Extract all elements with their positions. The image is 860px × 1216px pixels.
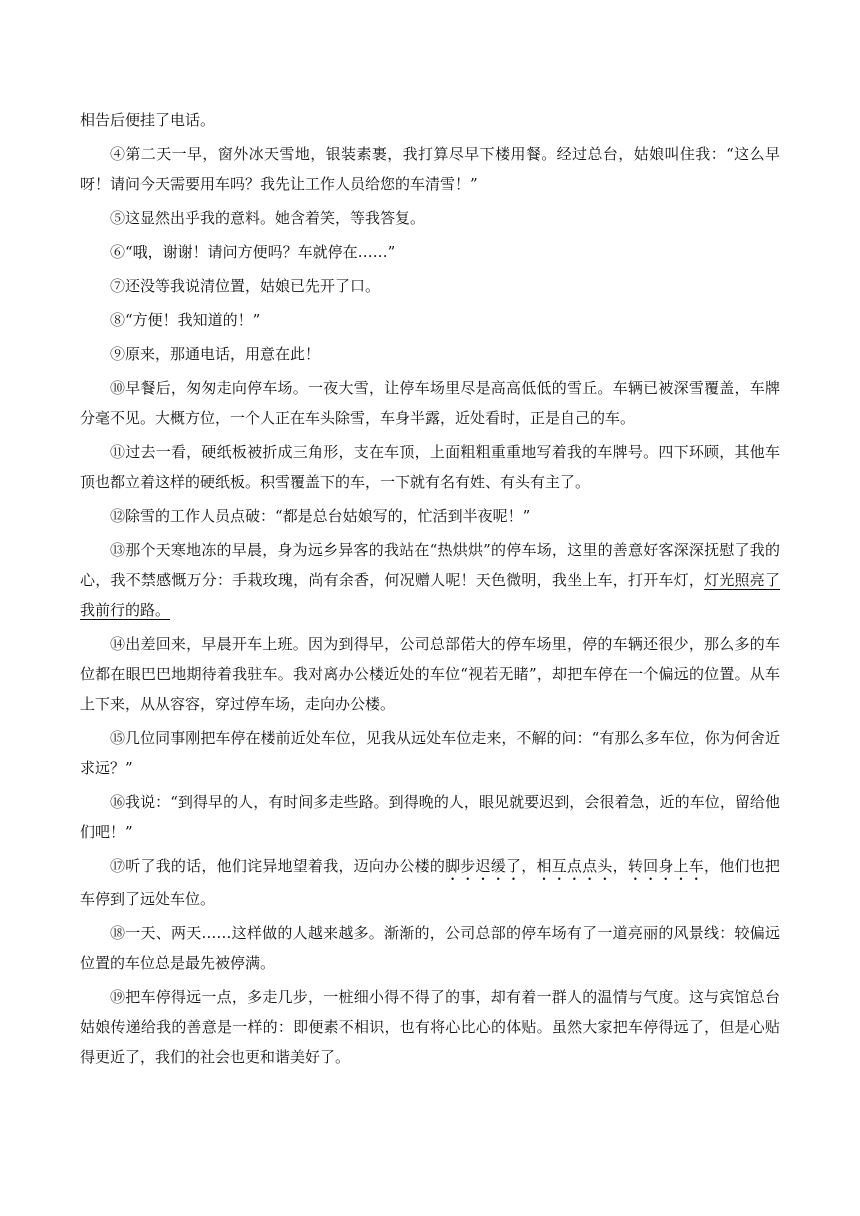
comma-1: ， xyxy=(521,857,537,875)
paragraph-6: ⑥“哦，谢谢！请问方便吗？车就停在……” xyxy=(110,243,396,261)
paragraph-15: ⑮几位同事刚把车停在楼前近处车位，见我从远处车位走来，不解的问：“有那么多车位，你为何舍近求远？” xyxy=(80,729,780,777)
paragraph-17-text: ⑰听了我的话，他们诧异地望着我，迈向办公楼的 xyxy=(110,857,446,875)
paragraph-0: 相告后便挂了电话。 xyxy=(80,111,216,129)
paragraph-16: ⑯我说：“到得早的人，有时间多走些路。到得晚的人，眼见就要迟到，会很着急，近的车位，留给他们吧！” xyxy=(80,793,780,841)
paragraph-5: ⑤这显然出乎我的意料。她含着笑，等我答复。 xyxy=(110,209,426,227)
comma-2: ， xyxy=(612,857,628,875)
paragraph-17-end: ，他们也把车停到了远处车位。 xyxy=(80,857,780,908)
paragraph-14: ⑭出差回来，早晨开车上班。因为到得早，公司总部偌大的停车场里，停的车辆还很少，那么多的车位都在眼巴巴地期待着我驻车。我对离办公楼近处的车位“视若无睹”，却把车停在一个偏远的位置。从车上下来，从从容容，穿过停车场，走向办公楼。 xyxy=(80,635,780,713)
dotted-phrase-3: 转回身上车 xyxy=(627,857,705,875)
paragraph-4: ④第二天一早，窗外冰天雪地，银装素裹，我打算尽早下楼用餐。经过总台，姑娘叫住我：“这么早呀！请问今天需要用车吗？我先让工作人员给您的车清雪！” xyxy=(80,145,780,193)
paragraph-10: ⑩早餐后，匆匆走向停车场。一夜大雪，让停车场里尽是高高低低的雪丘。车辆已被深雪覆盖，车牌分毫不见。大概方位，一个人正在车头除雪，车身半露，近处看时，正是自己的车。 xyxy=(80,379,780,427)
paragraph-17 xyxy=(80,851,780,914)
underlined-sentence: 灯光照亮了我前行的路。 xyxy=(80,571,780,619)
paragraph-12: ⑫除雪的工作人员点破：“都是总台姑娘写的，忙活到半夜呢！” xyxy=(110,507,531,525)
paragraph-18: ⑱一天、两天……这样做的人越来越多。渐渐的，公司总部的停车场有了一道亮丽的风景线：较偏远位置的车位总是最先被停满。 xyxy=(80,924,780,972)
paragraph-8: ⑧“方便！我知道的！” xyxy=(110,311,261,329)
paragraph-11: ⑪过去一看，硬纸板被折成三角形，支在车顶，上面粗粗重重地写着我的车牌号。四下环顾，其他车顶也都立着这样的硬纸板。积雪覆盖下的车，一下就有名有姓、有头有主了。 xyxy=(80,443,780,491)
paragraph-13 xyxy=(80,535,780,625)
dotted-phrase-2: 相互点点头 xyxy=(536,857,613,875)
paragraph-13-text: ⑬那个天寒地冻的早晨，身为远乡异客的我站在“热烘烘”的停车场，这里的善意好客深深抚慰了我的心，我不禁感慨万分：手栽玫瑰，尚有余香，何况赠人呢！天色微明，我坐上车，打开车灯， xyxy=(80,541,780,589)
paragraph-9: ⑨原来，那通电话，用意在此！ xyxy=(110,345,321,363)
paragraph-19: ⑲把车停得远一点，多走几步，一桩细小得不得了的事，却有着一群人的温情与气度。这与宾馆总台姑娘传递给我的善意是一样的：即便素不相识，也有将心比心的体贴。虽然大家把车停得远了，但是心贴得更近了，我们的社会也更和谐美好了。 xyxy=(80,988,780,1066)
paragraph-7: ⑦还没等我说清位置，姑娘已先开了口。 xyxy=(110,277,381,295)
dotted-phrase-1: 脚步迟缓了 xyxy=(445,857,522,875)
